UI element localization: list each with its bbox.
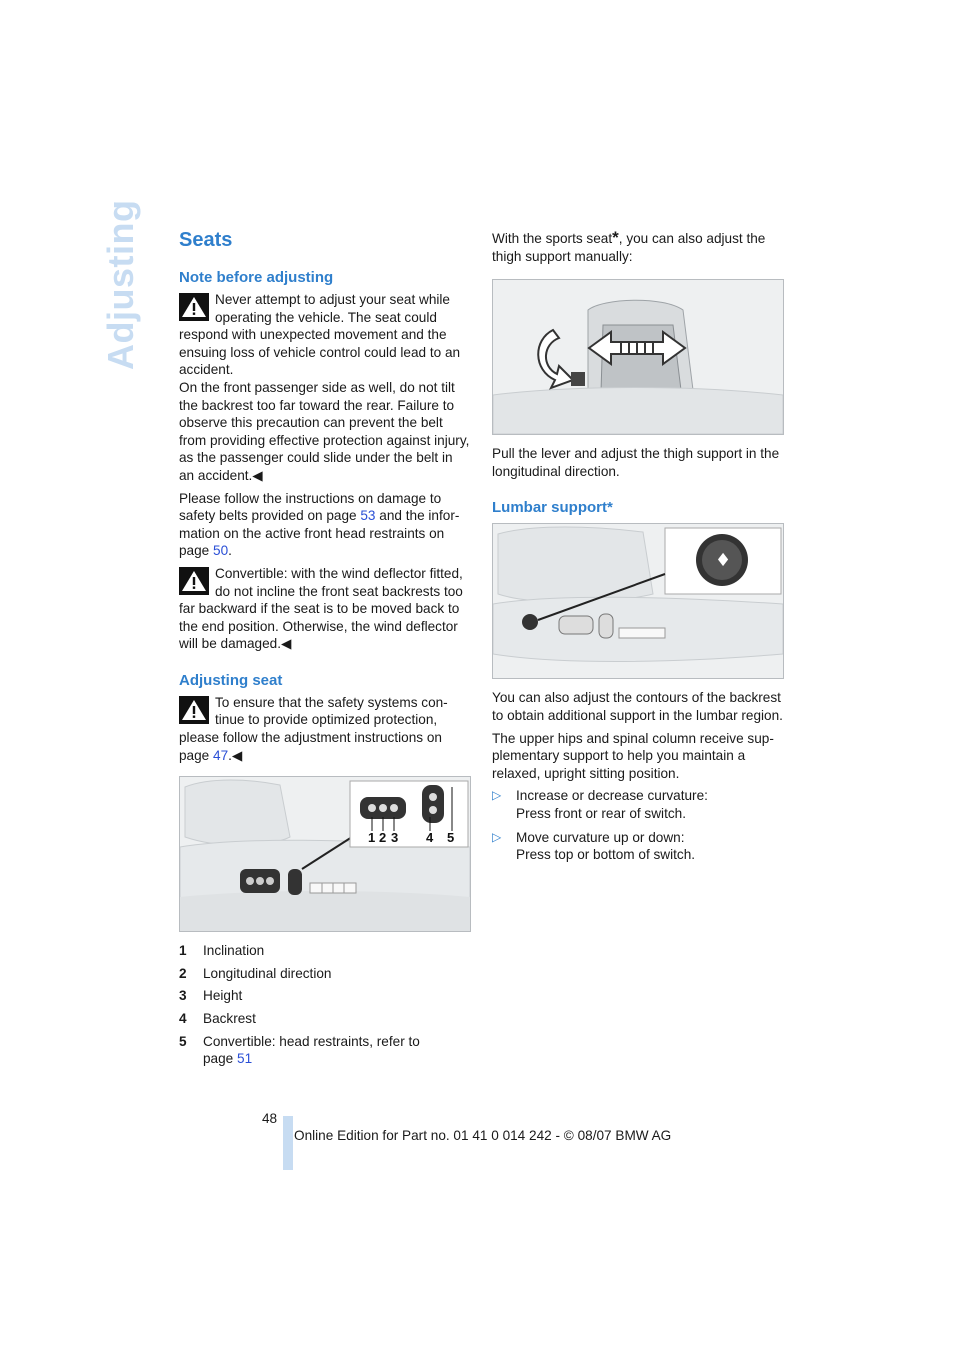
legend-list — [179, 942, 471, 1068]
legend-item: 2 Longitudinal direction — [179, 965, 332, 981]
list-item: ▷ Move curvature up or down: Press top or bottom of switch. — [492, 829, 696, 863]
figure-callout-1: 1 — [368, 830, 376, 846]
warning-triangle-icon — [179, 696, 209, 724]
warning-1-text-2: On the front passenger side as well, do not tilt the backrest too far toward the rear. Failure to observe this precaution can prevent the belt from providing effective protection against injury, as the passenger could slide under the belt in an accident.◀ — [179, 379, 470, 483]
lumbar-support-figure — [492, 523, 784, 679]
chapter-title: Adjusting — [100, 199, 141, 370]
bullet-arrow-icon: ▷ — [492, 788, 502, 803]
adjusting-seat-heading: Adjusting seat — [179, 671, 283, 689]
footer-edition-text: Online Edition for Part no. 01 41 0 014 242 - © 08/07 BMW AG — [294, 1128, 672, 1143]
warning-triangle-icon — [179, 567, 209, 595]
warning-1-text: Never attempt to adjust your seat while operating the vehicle. The seat could respond with unexpected movement and the ensuing loss of vehicle control could lead to an accident. — [179, 292, 461, 378]
page-link-53[interactable]: 53 — [360, 508, 376, 524]
figure-callout-4: 4 — [426, 830, 434, 846]
warning-2-text: Convertible: with the wind deflector fitted, do not incline the front seat backrests too far backward if the seat is to be moved back to the end position. Otherwise, the wind deflector will be damaged.◀ — [179, 565, 463, 652]
bullet-arrow-icon: ▷ — [492, 829, 502, 844]
figure-callout-2: 2 — [379, 830, 387, 846]
warning-block-1 — [179, 291, 471, 485]
page-link-51[interactable]: 51 — [237, 1051, 253, 1067]
section-title: Seats — [179, 229, 233, 251]
seat-controls-figure — [179, 776, 471, 932]
warning-3-text: To ensure that the safety systems con-tinue to provide optimized protection, please follow the adjustment instructions on page 47.◀ — [179, 694, 448, 763]
legend-item: 5 Convertible: head restraints, refer to page 51 — [179, 1033, 420, 1067]
chapter-side-tab — [100, 199, 160, 378]
figure-callout-3: 3 — [391, 830, 399, 846]
lumbar-support-heading: Lumbar support* — [492, 499, 613, 517]
thigh-support-text: Pull the lever and adjust the thigh support in the longitudinal direction. — [492, 446, 780, 479]
lumbar-instructions-list — [492, 787, 784, 863]
warning-block-3 — [179, 694, 471, 764]
legend-item: 3 Height — [179, 988, 243, 1004]
figure-callout-5: 5 — [447, 830, 455, 846]
page-link-50[interactable]: 50 — [213, 543, 229, 559]
page-link-47[interactable]: 47 — [213, 747, 229, 763]
thigh-support-figure — [492, 279, 784, 435]
lumbar-paragraph-2: The upper hips and spinal column receive sup-plementary support to help you maintain a relaxed, upright sitting position. — [492, 730, 774, 781]
legend-item: 4 Backrest — [179, 1011, 256, 1027]
lumbar-paragraph-1: You can also adjust the contours of the backrest to obtain additional support in the lumbar region. — [492, 690, 783, 723]
safety-belt-paragraph: Please follow the instructions on damage to safety belts provided on page 53 and the infor-mation on the active front head restraints on page 50. — [179, 490, 460, 559]
footer-accent-bar — [283, 1116, 293, 1170]
right-column — [492, 228, 784, 870]
warning-triangle-icon — [179, 293, 209, 321]
svg-text:♦: ♦ — [715, 550, 732, 572]
page-number: 48 — [262, 1111, 278, 1126]
legend-item: 1 Inclination — [179, 943, 265, 959]
list-item: ▷ Increase or decrease curvature: Press front or rear of switch. — [492, 788, 708, 821]
sports-seat-intro: With the sports seat*, you can also adjust the thigh support manually: — [492, 228, 766, 264]
note-heading: Note before adjusting — [179, 269, 334, 286]
left-column — [179, 228, 471, 1073]
warning-block-2 — [179, 565, 471, 653]
